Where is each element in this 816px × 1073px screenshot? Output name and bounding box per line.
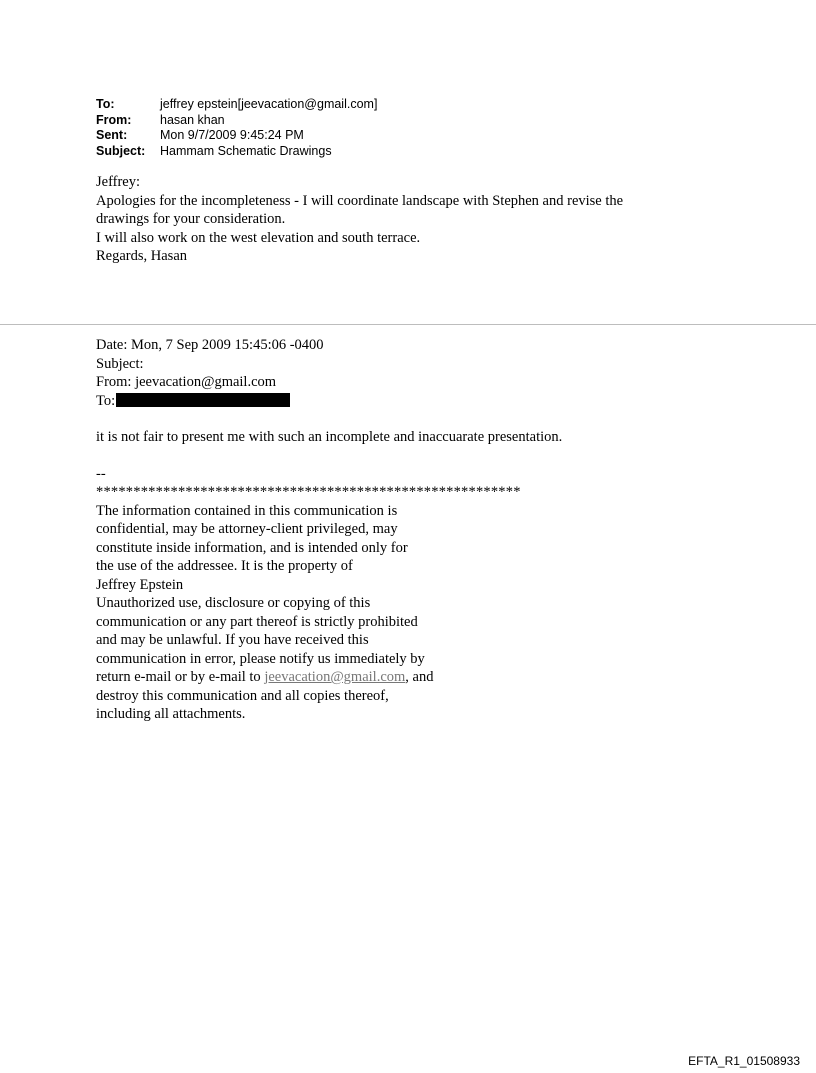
disclaimer-line: communication in error, please notify us immediately by bbox=[96, 650, 425, 667]
document-id: EFTA_R1_01508933 bbox=[688, 1054, 800, 1068]
header-subject-row bbox=[96, 144, 377, 160]
disclaimer-line: Jeffrey Epstein bbox=[96, 576, 184, 593]
disclaimer-line: confidential, may be attorney-client privileged, may bbox=[96, 521, 398, 537]
to-label: To: bbox=[96, 97, 115, 111]
subject-label: Subject: bbox=[96, 143, 146, 158]
to-value: jeffrey epstein[jeevacation@gmail.com] bbox=[160, 97, 378, 111]
confidentiality-disclaimer bbox=[96, 502, 716, 724]
reply-body bbox=[96, 173, 716, 266]
disclaimer-line: and may be unlawful. If you have received this bbox=[96, 632, 369, 648]
email-header bbox=[96, 97, 377, 159]
header-from-row bbox=[96, 113, 377, 129]
quoted-message bbox=[96, 336, 716, 724]
sent-label: Sent: bbox=[96, 128, 128, 142]
from-label: From: bbox=[96, 112, 132, 127]
email-link[interactable]: jeevacation@gmail.com bbox=[264, 669, 406, 685]
disclaimer-line: The information contained in this communication is bbox=[96, 502, 398, 519]
disclaimer-line: including all attachments. bbox=[96, 706, 246, 722]
reply-signoff: Regards, Hasan bbox=[96, 248, 188, 264]
quoted-subject: Subject: bbox=[96, 355, 144, 372]
disclaimer-line: Unauthorized use, disclosure or copying of this bbox=[96, 595, 371, 611]
sent-value: Mon 9/7/2009 9:45:24 PM bbox=[160, 128, 304, 142]
reply-greeting: Jeffrey: bbox=[96, 174, 141, 190]
header-to-row bbox=[96, 97, 377, 113]
quoted-from: From: jeevacation@gmail.com bbox=[96, 374, 277, 390]
disclaimer-line: communication or any part thereof is strictly prohibited bbox=[96, 613, 418, 630]
quoted-to-label: To: bbox=[96, 392, 116, 409]
quoted-message-text: it is not fair to present me with such an incomplete and inaccuarate presentation. bbox=[96, 429, 563, 445]
reply-line: I will also work on the west elevation and south terrace. bbox=[96, 229, 421, 246]
disclaimer-line bbox=[96, 668, 716, 687]
message-divider bbox=[0, 324, 816, 325]
signature-stars: ********************************************************* bbox=[96, 484, 521, 500]
redaction-box bbox=[116, 393, 290, 407]
disclaimer-line: destroy this communication and all copies thereof, bbox=[96, 687, 389, 704]
signature-dashes: -- bbox=[96, 465, 106, 482]
quoted-to-row bbox=[96, 392, 716, 411]
disclaimer-text: , and bbox=[405, 669, 434, 685]
subject-value: Hammam Schematic Drawings bbox=[160, 143, 332, 158]
header-sent-row bbox=[96, 128, 377, 144]
disclaimer-line: the use of the addressee. It is the property of bbox=[96, 558, 353, 574]
disclaimer-line: constitute inside information, and is intended only for bbox=[96, 539, 408, 556]
disclaimer-text: return e-mail or by e-mail to bbox=[96, 669, 265, 685]
quoted-date: Date: Mon, 7 Sep 2009 15:45:06 -0400 bbox=[96, 337, 324, 353]
reply-line: Apologies for the incompleteness - I will coordinate landscape with Stephen and revise the bbox=[96, 192, 624, 209]
from-value: hasan khan bbox=[160, 112, 225, 127]
reply-line: drawings for your consideration. bbox=[96, 211, 286, 227]
